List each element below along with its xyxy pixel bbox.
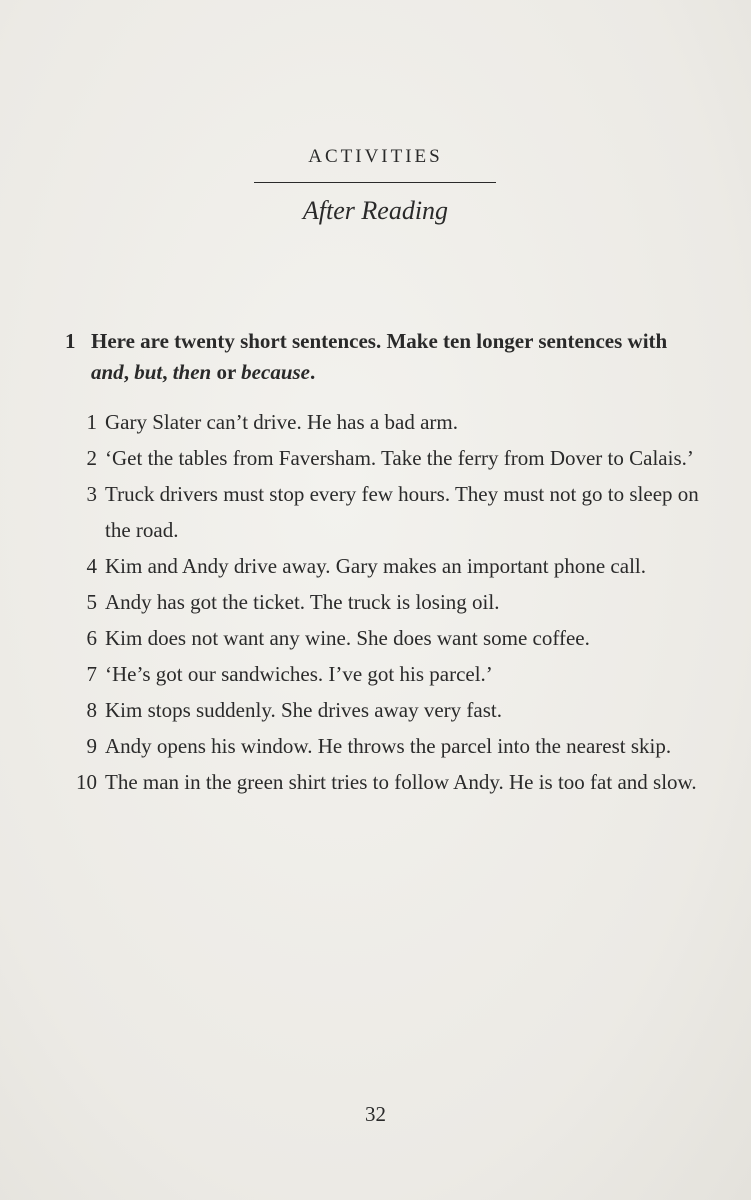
item-text: Kim and Andy drive away. Gary makes an important phone call. xyxy=(105,554,646,578)
item-text: Kim does not want any wine. She does want some coffee. xyxy=(105,626,590,650)
item-text: ‘He’s got our sandwiches. I’ve got his parcel.’ xyxy=(105,662,493,686)
item-number: 4 xyxy=(86,554,97,578)
item-number: 6 xyxy=(86,626,97,650)
list-item xyxy=(86,620,705,656)
section-heading: ACTIVITIES xyxy=(308,146,443,167)
section-subheading: After Reading xyxy=(302,196,449,225)
item-text: The man in the green shirt tries to follow Andy. He is too fat and slow. xyxy=(105,770,697,794)
item-number: 7 xyxy=(86,662,97,686)
item-number: 3 xyxy=(86,482,97,506)
item-number: 1 xyxy=(86,410,97,434)
list-item xyxy=(86,476,705,548)
list-item xyxy=(86,584,705,620)
item-text: Andy has got the ticket. The truck is losing oil. xyxy=(105,590,500,614)
list-item xyxy=(86,440,705,476)
list-item xyxy=(86,404,705,440)
keyword-but: but xyxy=(134,360,163,384)
list-item xyxy=(86,692,705,728)
list-item xyxy=(86,656,705,692)
sentence-list xyxy=(76,404,705,800)
item-text: Kim stops suddenly. She drives away very fast. xyxy=(105,698,502,722)
item-text: Gary Slater can’t drive. He has a bad arm. xyxy=(105,410,458,434)
exercise-number: 1 xyxy=(65,329,76,353)
keyword-because: because xyxy=(241,360,310,384)
item-number: 10 xyxy=(76,770,97,794)
item-text: Andy opens his window. He throws the parcel into the nearest skip. xyxy=(105,734,672,758)
item-number: 9 xyxy=(86,734,97,758)
list-item xyxy=(86,728,705,764)
item-number: 2 xyxy=(86,446,97,470)
item-number: 5 xyxy=(86,590,97,614)
item-text: Truck drivers must stop every few hours. They must not go to sleep on the road. xyxy=(105,482,699,542)
keyword-then: then xyxy=(172,360,212,384)
page-number: 32 xyxy=(365,1102,386,1126)
keyword-and: and xyxy=(91,360,124,384)
heading-rule xyxy=(254,182,496,183)
item-text: ‘Get the tables from Faversham. Take the ferry from Dover to Calais.’ xyxy=(105,446,694,470)
exercise-instruction: 1 Here are twenty short sentences. Make ten longer sentences with and, but, then or because. xyxy=(91,326,701,388)
list-item xyxy=(76,764,705,800)
instruction-text: Here are twenty short sentences. Make ten longer sentences with xyxy=(91,329,668,353)
list-item xyxy=(86,548,705,584)
item-number: 8 xyxy=(86,698,97,722)
